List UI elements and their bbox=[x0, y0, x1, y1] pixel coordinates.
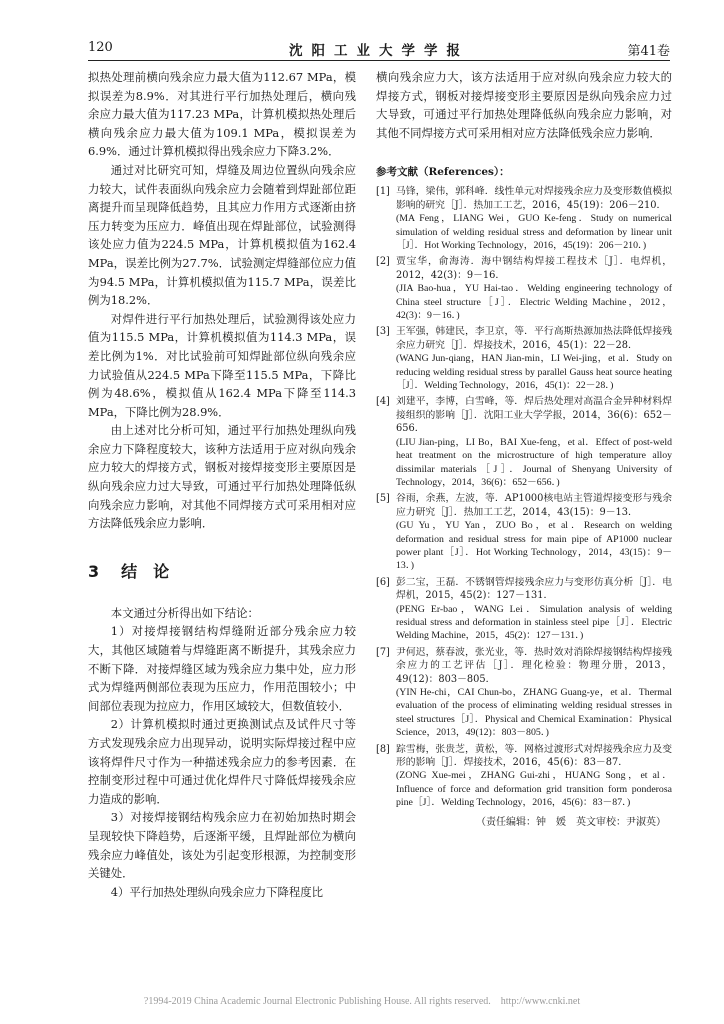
reference-entry bbox=[376, 646, 672, 740]
volume-label: 第41卷 bbox=[627, 44, 670, 59]
reference-citation-en: (ZONG Xue-mei，ZHANG Gui-zhi，HUANG Song，et al．Influence of force and deformation grid transition form ponderosa pine［J］．Welding Technology，2016，45(6)：83－87．) bbox=[396, 770, 672, 809]
reference-citation-cn: 彭二宝，王磊．不锈钢管焊接残余应力与变形仿真分析［J］．电焊机，2015，45(2)：127－131． bbox=[396, 576, 672, 602]
reference-citation-en: (LIU Jian-ping，LI Bo，BAI Xue-feng，et al．Effect of post-weld heat treatment on the microstructure of high temperature alloy dissimilar materials［J］．Journal of Shenyang University of Technology，2014，36(6)：652－656．) bbox=[396, 436, 672, 488]
conclusion-item: 2）计算机模拟时通过更换测试点及试件尺寸等方式发现残余应力出现异动，说明实际焊接过程中应该将焊件尺寸作为一种描述残余应力的参考因素．在控制变形过程中可通过优化焊件尺寸降低焊接残余应力造成的影响． bbox=[88, 717, 356, 806]
reference-citation-cn: 尹何迟，蔡春波，张光业，等．热时效对消除焊接钢结构焊接残余应力的工艺评估［J］．理化检验：物理分册，2013，49(12)：803－805． bbox=[396, 646, 672, 685]
reference-number: [7] bbox=[376, 646, 390, 658]
reference-citation-cn: 刘建平，李博，白雪峰，等．焊后热处理对高温合金异种材料焊接组织的影响［J］．沈阳工业大学学报，2014，36(6)：652－656． bbox=[396, 396, 672, 435]
right-column bbox=[376, 68, 672, 828]
reference-entry bbox=[376, 185, 672, 252]
reference-citation-en: (JIA Bao-hua，YU Hai-tao．Welding engineering technology of China steel structure［J］．Electric Welding Machine，2012，42(3)：9－16．) bbox=[396, 283, 672, 322]
reference-number: [8] bbox=[376, 743, 390, 755]
body-paragraph-continued: 横向残余应力大，该方法适用于应对纵向残余应力较大的焊接方式，钢板对接焊接变形主要原因是纵向残余应力过大导致，可通过平行加热处理降低纵向残余应力影响，对其他不同焊接方式可采用相对应方法降低残余应力影响． bbox=[376, 70, 672, 140]
reference-number: [1] bbox=[376, 186, 390, 198]
reference-citation-cn: 谷雨，余燕，左波，等．AP1000核电站主管道焊接变形与残余应力研究［J］．热加工工艺，2014，43(15)：9－13． bbox=[396, 493, 672, 518]
page-number: 120 bbox=[88, 40, 113, 55]
copyright-footer: ?1994-2019 China Academic Journal Electronic Publishing House. All rights reserved. http://www.cnki.net bbox=[143, 996, 581, 1007]
body-paragraph: 拟热处理前横向残余应力最大值为112.67 MPa，模拟误差为8.9%．对其进行平行加热处理后，横向残余应力最大值为117.23 MPa，计算机模拟热处理后横向残余应力最大值为109.1 MPa，模拟误差为6.9%．通过计算机模拟得出残余应力下降3.2%． bbox=[88, 70, 356, 159]
references-heading: 参考文献（References）： bbox=[376, 166, 510, 179]
section-heading bbox=[88, 559, 356, 582]
reference-entry bbox=[376, 395, 672, 489]
reference-citation-en: (PENG Er-bao，WANG Lei．Simulation analysis of welding residual stress and deformation in stainless steel pipe［J］．Electric Welding Machine，2015，45(2)：127－131．) bbox=[396, 603, 672, 642]
reference-citation-en: (MA Feng，LIANG Wei，GUO Ke-feng．Study on numerical simulation of welding residual stress and deformation by linear unit［J］．Hot Working Technology，2016，45(19)：206－210．) bbox=[396, 213, 672, 251]
conclusion-item: 3）对接焊接钢结构残余应力在初始加热时期会呈现较快下降趋势，后逐渐平缓，且焊趾部位为横向残余应力峰值处，该处为引起变形根源，为控制变形关键处． bbox=[88, 810, 356, 881]
reference-entry bbox=[376, 743, 672, 810]
body-paragraph: 通过对比研究可知，焊缝及周边位置纵向残余应力较大，试件表面纵向残余应力会随着到焊趾部位距离提升而呈现降低趋势，且其应力作用方式逐渐由挤压力转变为压应力．峰值出现在焊趾部位，试验测得该处应力值为224.5 MPa，计算机模拟值为162.4 MPa，误差比例为27.7%．试验测定焊缝部位应力值为94.5 MPa，计算机模拟值为115.7 MPa，误差比例为18.2%． bbox=[88, 162, 356, 308]
reference-citation-cn: 王军强，韩建民，李卫京，等．平行高斯热源加热法降低焊接残余应力研究［J］．焊接技术，2016，45(1)：22－28． bbox=[396, 326, 672, 351]
editor-note: （责任编辑：钟 媛 英文审校：尹淑英） bbox=[476, 816, 666, 828]
reference-number: [3] bbox=[376, 326, 390, 338]
conclusion-item: 4）平行加热处理纵向残余应力下降程度比 bbox=[110, 884, 324, 899]
section-number: 3 bbox=[88, 561, 100, 581]
body-paragraph: 由上述对比分析可知，通过平行加热处理纵向残余应力下降程度较大，该种方法适用于应对纵向残余应力较大的焊接方式，钢板对接焊接变形主要原因是纵向残余应力过大导致，可通过平行加热处理降低纵向残余应力影响，对其他不同焊接方式可采用相对应方法降低残余应力影响． bbox=[88, 423, 356, 531]
reference-citation-en: (GU Yu，YU Yan，ZUO Bo，et al．Research on welding deformation and residual stress for main pipe of AP1000 nuclear power plant［J］．Hot Working Technology，2014，43(15)：9－13．) bbox=[396, 520, 672, 572]
reference-citation-cn: 马锋，梁伟，郭科峰．线性单元对焊接残余应力及变形数值模拟影响的研究［J］．热加工工艺，2016，45(19)：206－210． bbox=[396, 186, 672, 211]
reference-number: [5] bbox=[376, 493, 390, 505]
reference-citation-cn: 踪雪梅，张贵芝，黄松，等．网格过渡形式对焊接残余应力及变形的影响［J］．焊接技术，2016，45(6)：83－87． bbox=[396, 743, 672, 769]
reference-number: [6] bbox=[376, 576, 390, 588]
section-title: 结 论 bbox=[121, 561, 170, 581]
reference-citation-cn: 贾宝华，俞海涛．海中钢结构焊接工程技术［J］．电焊机，2012，42(3)：9－16． bbox=[396, 256, 672, 281]
left-column bbox=[88, 68, 356, 901]
reference-number: [2] bbox=[376, 256, 390, 268]
reference-number: [4] bbox=[376, 396, 390, 408]
reference-entry bbox=[376, 492, 672, 572]
conclusion-intro: 本文通过分析得出如下结论： bbox=[110, 605, 259, 620]
reference-entry bbox=[376, 255, 672, 322]
running-header bbox=[88, 38, 670, 61]
reference-entry bbox=[376, 576, 672, 643]
reference-entry bbox=[376, 325, 672, 392]
reference-citation-en: (WANG Jun-qiang，HAN Jian-min，LI Wei-jing，et al．Study on reducing welding residual stress by parallel Gauss heat source heating［J］．Welding Technology，2016，45(1)：22－28．) bbox=[396, 353, 672, 392]
journal-title: 沈阳工业大学学报 bbox=[289, 43, 469, 59]
reference-citation-en: (YIN He-chi，CAI Chun-bo，ZHANG Guang-ye，et al．Thermal evaluation of the process of eliminating welding residual stresses in steel structures［J］．Physical and Chemical Examination：Physical Science，2013，49(12)：803－805．) bbox=[396, 687, 672, 739]
body-paragraph: 对焊件进行平行加热处理后，试验测得该处应力值为115.5 MPa，计算机模拟值为114.3 MPa，误差比例为1%．对比试验前可知焊趾部位纵向残余应力试验值从224.5 MPa下降至115.5 MPa，下降比例为48.6%，模拟值从162.4 MPa下降至114.3 MPa，下降比例为28.9%． bbox=[88, 311, 356, 419]
conclusion-item: 1）对接焊接钢结构焊缝附近部分残余应力较大，其他区域随着与焊缝距离不断提升，其残余应力不断下降．对接焊缝区域为残余应力集中处，应力形式为焊缝两侧部位表现为压应力，作用范围较小；中间部位表现为拉应力，作用区域较大，但数值较小． bbox=[88, 624, 356, 713]
